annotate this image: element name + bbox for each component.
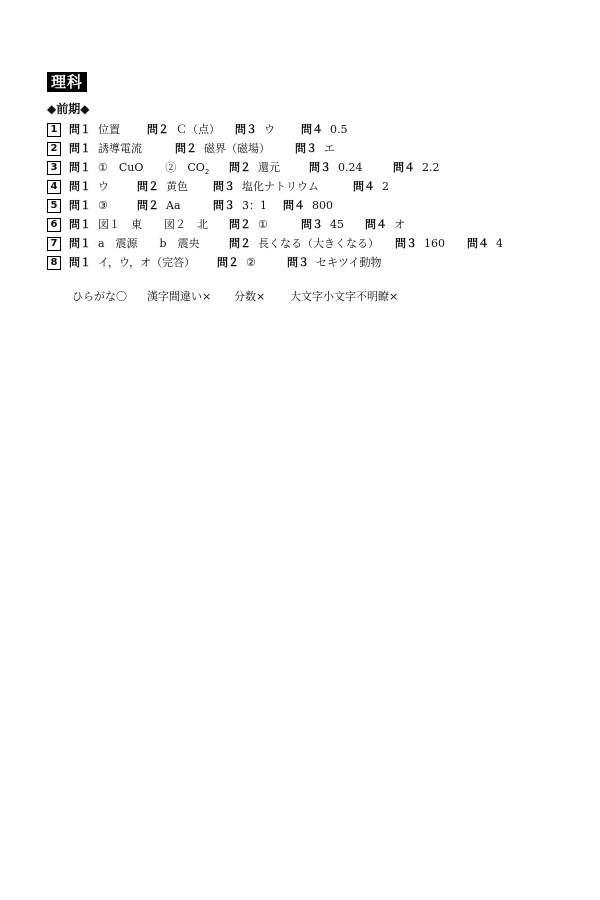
term-heading: ◆前期◆: [47, 102, 90, 116]
item-label: 問２: [175, 142, 197, 155]
item-answer: ①: [258, 218, 268, 231]
answer-item: [137, 179, 188, 195]
item-label: 問３: [395, 237, 417, 250]
answer-item: [301, 217, 344, 233]
item-label: 問２: [147, 123, 169, 136]
item-answer: ウ: [98, 180, 109, 193]
answer-item: [309, 160, 363, 176]
item-label: 問３: [213, 180, 235, 193]
item-label: 問２: [229, 218, 251, 231]
answer-item: [69, 217, 208, 233]
item-answer: 800: [312, 199, 333, 212]
item-answer: イ，ウ，オ（完答）: [98, 256, 196, 269]
item-answer: 図１ 東 図２ 北: [98, 218, 208, 231]
item-label: 問１: [69, 237, 91, 250]
answer-item: [395, 236, 445, 252]
item-label: 問１: [69, 199, 91, 212]
item-label: 問２: [137, 180, 159, 193]
item-answer: 黄色: [166, 180, 188, 193]
item-answer: ②: [246, 256, 256, 269]
item-answer: 0.5: [330, 123, 348, 136]
answer-item: [353, 179, 389, 195]
item-label: 問３: [301, 218, 323, 231]
answer-item: [365, 217, 405, 233]
item-answer: ウ: [264, 123, 275, 136]
question-number-box: 1: [47, 123, 61, 137]
item-label: 問２: [229, 161, 251, 174]
item-label: 問２: [217, 256, 239, 269]
answer-item: [69, 255, 195, 271]
answer-item: [393, 160, 440, 176]
item-label: 問１: [69, 180, 91, 193]
question-number-box: 6: [47, 218, 61, 232]
answer-item: [69, 122, 120, 138]
question-number-box: 3: [47, 161, 61, 175]
item-answer: 還元: [258, 161, 280, 174]
question-number-box: 8: [47, 256, 61, 270]
item-answer: 2.2: [422, 161, 440, 174]
item-label: 問１: [69, 161, 91, 174]
item-answer: 45: [330, 218, 344, 231]
item-label: 問４: [467, 237, 489, 250]
answer-item: [301, 122, 348, 138]
item-label: 問２: [229, 237, 251, 250]
answer-item: [69, 141, 142, 157]
answer-item: [213, 198, 267, 214]
item-answer: 3：1: [242, 199, 267, 212]
item-answer: 磁界（磁場）: [204, 142, 270, 155]
item-answer: Ｃ（点）: [176, 123, 220, 136]
answer-item: [229, 160, 280, 176]
grading-note: 大文字小文字不明瞭×: [290, 290, 399, 303]
answer-item: [213, 179, 319, 195]
item-label: 問４: [393, 161, 415, 174]
item-answer: 塩化ナトリウム: [242, 180, 319, 193]
answer-item: [69, 198, 108, 214]
answer-item: [69, 160, 209, 180]
item-answer: 160: [424, 237, 445, 250]
answer-item: [467, 236, 503, 252]
grading-note: 分数×: [234, 290, 266, 303]
answer-item: [137, 198, 181, 214]
item-label: 問４: [301, 123, 323, 136]
answer-item: [69, 179, 109, 195]
item-label: 問１: [69, 123, 91, 136]
item-label: 問１: [69, 142, 91, 155]
item-answer: a 震源 b 震央: [98, 237, 200, 250]
answer-item: [287, 255, 381, 271]
item-answer: ③: [98, 199, 108, 212]
item-answer: 4: [496, 237, 503, 250]
item-answer: オ: [394, 218, 405, 231]
answer-item: [235, 122, 275, 138]
item-label: 問３: [295, 142, 317, 155]
item-answer: 誘導電流: [98, 142, 142, 155]
answer-item: [295, 141, 335, 157]
question-number-box: 4: [47, 180, 61, 194]
item-label: 問３: [309, 161, 331, 174]
item-label: 問３: [287, 256, 309, 269]
item-label: 問３: [235, 123, 257, 136]
item-label: 問４: [365, 218, 387, 231]
item-answer: ① CuO ② CO: [98, 161, 205, 174]
item-label: 問１: [69, 256, 91, 269]
item-label: 問４: [283, 199, 305, 212]
item-answer: 2: [382, 180, 389, 193]
answer-item: [69, 236, 200, 252]
question-number-box: 2: [47, 142, 61, 156]
item-answer: 位置: [98, 123, 120, 136]
question-number-box: 5: [47, 199, 61, 213]
answer-item: [229, 217, 268, 233]
answer-item: [283, 198, 333, 214]
question-number-box: 7: [47, 237, 61, 251]
item-label: 問１: [69, 218, 91, 231]
item-label: 問２: [137, 199, 159, 212]
item-answer: Aa: [166, 199, 181, 212]
item-label: 問４: [353, 180, 375, 193]
subject-title: 理科: [47, 72, 87, 92]
item-answer: 0.24: [338, 161, 363, 174]
answer-item: [147, 122, 220, 138]
item-answer: 長くなる（大きくなる）: [258, 237, 379, 250]
answer-item: [217, 255, 256, 271]
answer-item: [175, 141, 270, 157]
answer-item: [229, 236, 379, 252]
item-answer: セキツイ動物: [316, 256, 382, 269]
item-answer: エ: [324, 142, 335, 155]
grading-note: 漢字間違い×: [147, 290, 212, 303]
subscript: 2: [204, 168, 210, 177]
item-label: 問３: [213, 199, 235, 212]
grading-note: ひらがな〇: [72, 290, 127, 303]
